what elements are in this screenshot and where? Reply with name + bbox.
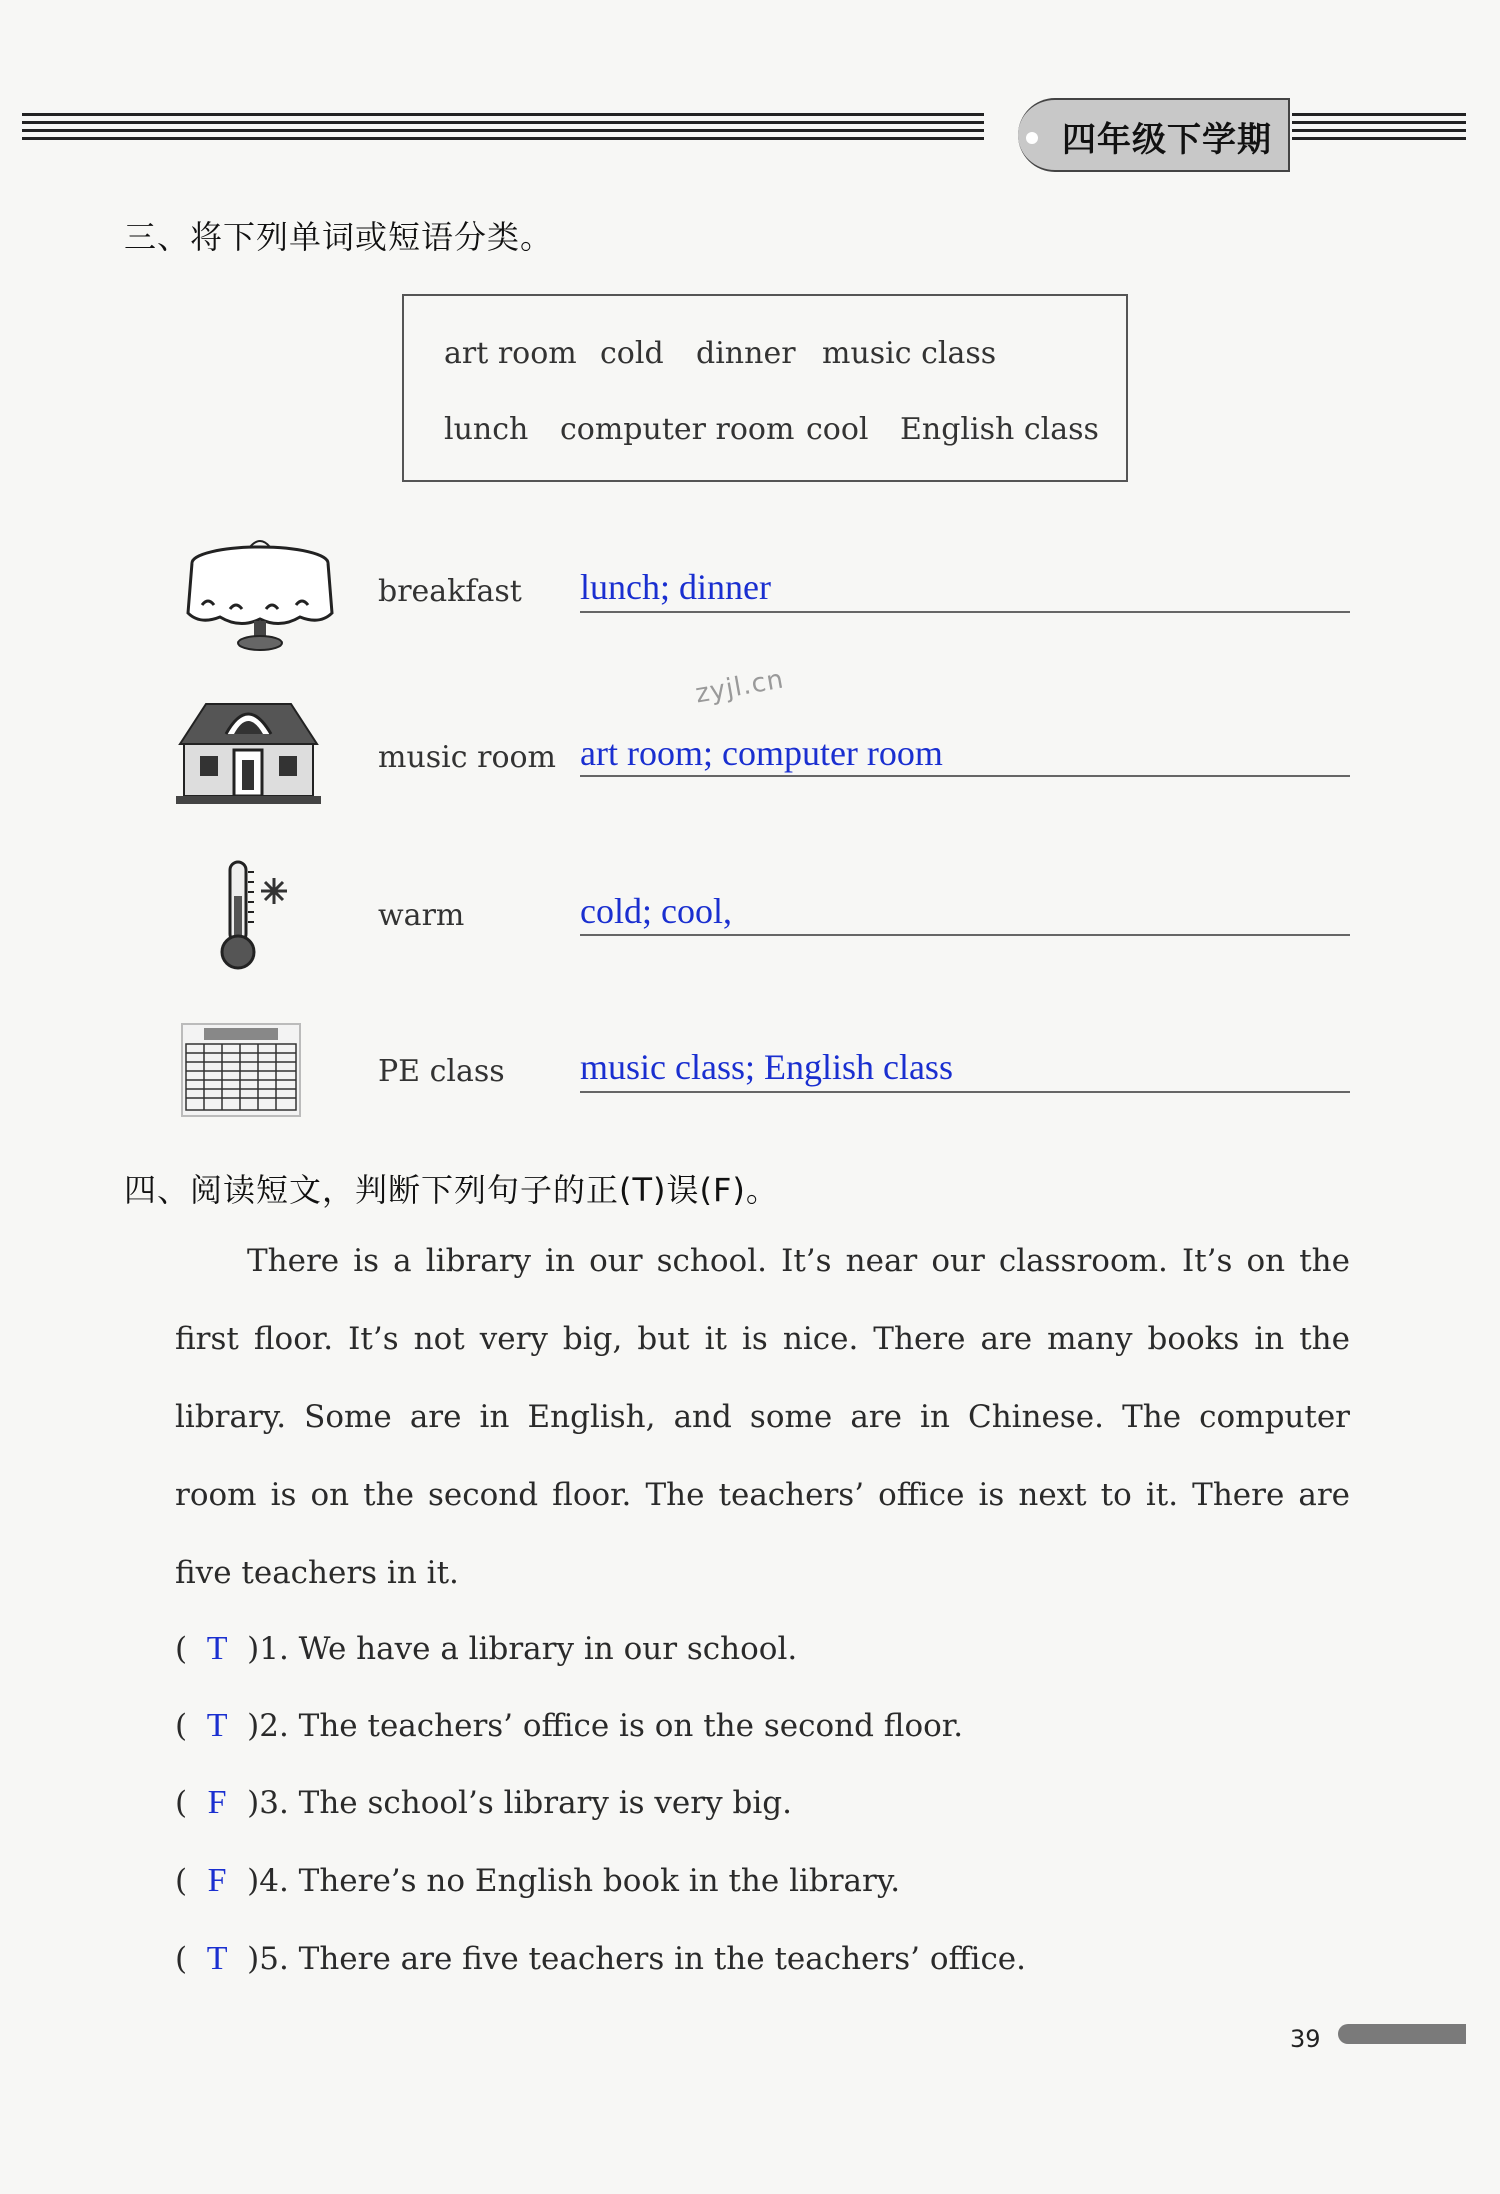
question-answer: F [207, 1862, 227, 1899]
word-bank-item: dinner [696, 336, 796, 371]
thermometer-icon [212, 856, 292, 974]
row-label-warm: warm [378, 898, 465, 933]
school-building-icon [176, 694, 321, 806]
reading-passage [175, 1222, 1350, 1612]
question-answer: T [206, 1630, 228, 1667]
question-text: 1. We have a library in our school. [259, 1631, 798, 1667]
question-2: ( T )2. The teachers’ office is on the second floor. [175, 1707, 964, 1744]
answer-row-3: cold; cool, [580, 891, 732, 931]
passage-paragraph: There is a library in our school. It’s near our classroom. It’s on the first floor. It’s not very big, but it is nice. There are many books in the library. Some are in English, and some are in Chinese. The computer room is on the second floor. The teachers’ office is next to it. There are five teachers in it. [175, 1243, 1350, 1591]
badge-text: 四年级下学期 [1062, 120, 1272, 160]
word-bank-item: computer room [560, 412, 795, 447]
page-number: 39 [1290, 2025, 1321, 2053]
question-1: ( T )1. We have a library in our school. [175, 1630, 798, 1667]
question-text: 3. The school’s library is very big. [259, 1785, 792, 1821]
word-bank-item: English class [900, 412, 1099, 447]
word-bank-item: music class [822, 336, 997, 371]
question-5: ( T )5. There are five teachers in the teachers’ office. [175, 1940, 1026, 1977]
question-answer: T [206, 1940, 228, 1977]
header-rule-right [1292, 113, 1466, 155]
word-bank-item: lunch [444, 412, 529, 447]
question-text: 2. The teachers’ office is on the second floor. [259, 1708, 964, 1744]
question-text: 5. There are five teachers in the teachers’ office. [259, 1941, 1026, 1977]
section3-title: 三、将下列单词或短语分类。 [124, 218, 554, 256]
timetable-icon [180, 1022, 302, 1118]
answer-line-1 [580, 611, 1350, 613]
badge-dot-icon [1026, 132, 1038, 144]
word-bank-item: cool [806, 412, 869, 447]
answer-line-4 [580, 1091, 1350, 1093]
row-label-music-room: music room [378, 740, 557, 775]
dining-table-icon [180, 525, 340, 660]
word-bank-item: art room [444, 336, 577, 371]
question-answer: T [206, 1707, 228, 1744]
header-rule-left [22, 113, 984, 155]
grade-badge [1018, 98, 1290, 172]
question-3: ( F )3. The school’s library is very big. [175, 1784, 792, 1821]
answer-line-2 [580, 775, 1350, 777]
question-4: ( F )4. There’s no English book in the library. [175, 1862, 901, 1899]
row-label-pe-class: PE class [378, 1054, 505, 1089]
section4-title: 四、阅读短文，判断下列句子的正(T)误(F)。 [124, 1171, 779, 1209]
question-text: 4. There’s no English book in the library. [259, 1863, 901, 1899]
answer-row-4: music class; English class [580, 1047, 953, 1087]
answer-line-3 [580, 934, 1350, 936]
question-answer: F [207, 1784, 227, 1821]
word-bank-box [402, 294, 1128, 482]
row-label-breakfast: breakfast [378, 574, 522, 609]
watermark: zyjl.cn [693, 664, 787, 710]
answer-row-1: lunch; dinner [580, 567, 771, 607]
answer-row-2: art room; computer room [580, 733, 943, 773]
page-number-bar [1338, 2024, 1466, 2044]
word-bank-item: cold [600, 336, 664, 371]
